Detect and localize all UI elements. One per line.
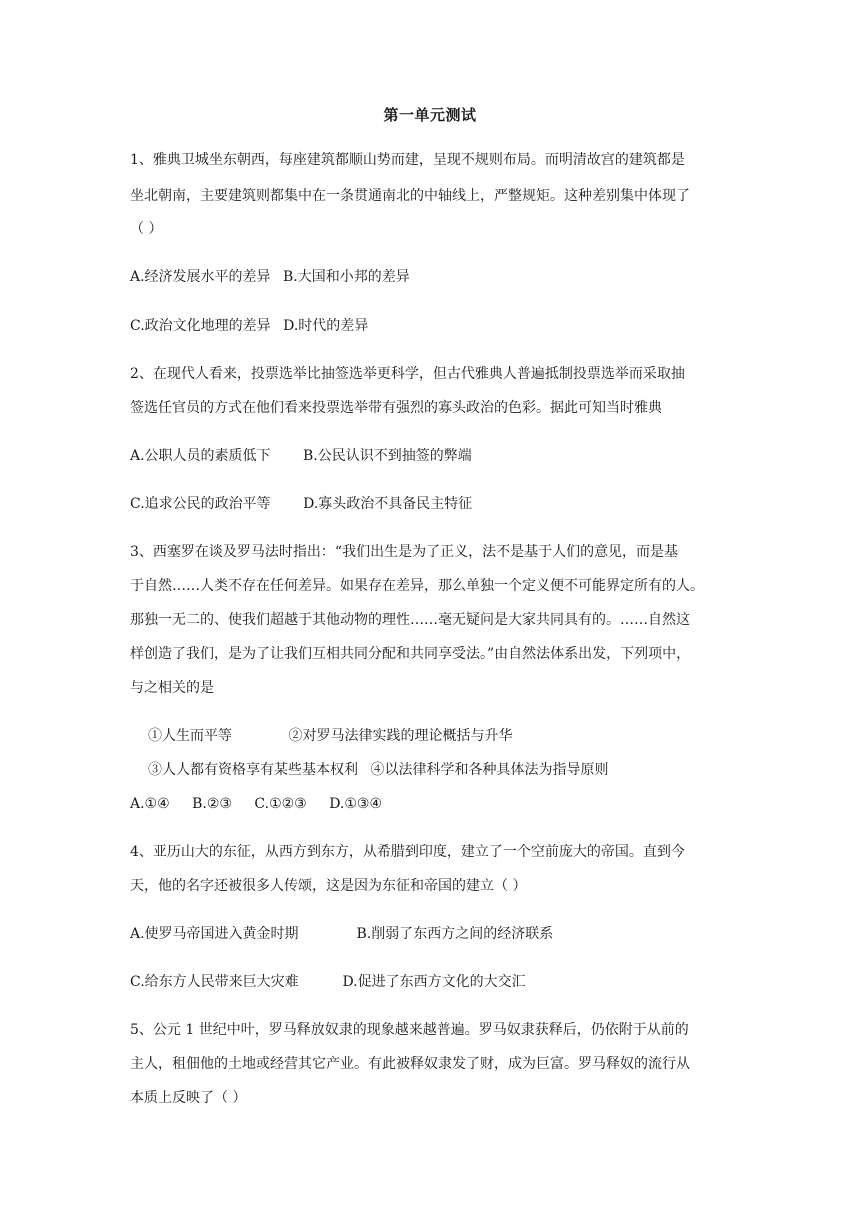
q5-line-2: 主人，租佃他的土地或经营其它产业。有此被释奴隶发了财，成为巨富。罗马释奴的流行从 — [130, 1056, 690, 1072]
q3-items-row-1 — [148, 726, 512, 746]
q1-line-1: 1、雅典卫城坐东朝西，每座建筑都顺山势而建，呈现不规则布局。而明清故宫的建筑都是 — [130, 152, 685, 168]
q3-item-4: ④以法律科学和各种具体法为指导原则 — [370, 762, 609, 778]
q2-line-2: 签选任官员的方式在他们看来投票选举带有强烈的寡头政治的色彩。据此可知当时雅典 — [130, 400, 662, 416]
q2-option-b: B.公民认识不到抽签的弊端 — [303, 448, 472, 464]
q2-option-c: C.追求公民的政治平等 — [130, 496, 271, 512]
q1-option-d: D.时代的差异 — [283, 318, 369, 334]
q4-line-2: 天，他的名字还被很多人传颂，这是因为东征和帝国的建立（ ） — [130, 878, 527, 894]
q3-option-d: D.①③④ — [329, 796, 383, 812]
q2-option-d: D.寡头政治不具备民主特征 — [303, 496, 473, 512]
q2-options-row-1 — [130, 446, 472, 466]
q1-option-a: A.经济发展水平的差异 — [130, 269, 271, 285]
q4-line-1: 4、亚历山大的东征，从西方到东方，从希腊到印度，建立了一个空前庞大的帝国。直到今 — [130, 844, 685, 860]
q3-line-2: 于自然……人类不存在任何差异。如果存在差异，那么单独一个定义便不可能界定所有的人。 — [130, 578, 704, 594]
q4-options-row-2 — [130, 972, 526, 992]
q3-line-5: 与之相关的是 — [130, 680, 214, 696]
q2-options-row-2 — [130, 494, 472, 514]
q3-line-3: 那独一无二的、使我们超越于其他动物的理性……毫无疑问是大家共同具有的。……自然这 — [130, 612, 690, 628]
q3-option-b: B.②③ — [192, 796, 232, 812]
q4-option-b: B.削弱了东西方之间的经济联系 — [356, 926, 554, 942]
q1-option-c: C.政治文化地理的差异 — [130, 318, 271, 334]
q3-line-4: 样创造了我们，是为了让我们互相共同分配和共同享受法。”由自然法体系出发，下列项中， — [130, 646, 691, 662]
q1-line-2: 坐北朝南，主要建筑则都集中在一条贯通南北的中轴线上，严整规矩。这种差别集中体现了 — [130, 188, 690, 204]
q4-options-row-1 — [130, 924, 553, 944]
q3-options-row — [130, 794, 382, 814]
q4-option-a: A.使罗马帝国进入黄金时期 — [130, 926, 299, 942]
q4-option-c: C.给东方人民带来巨大灾难 — [130, 974, 299, 990]
q4-option-d: D.促进了东西方文化的大交汇 — [342, 974, 526, 990]
q1-option-b: B.大国和小邦的差异 — [283, 269, 410, 285]
q5-line-3: 本质上反映了（ ） — [130, 1090, 247, 1106]
q3-option-a: A.①④ — [130, 796, 170, 812]
q5-line-1: 5、公元 1 世纪中叶，罗马释放奴隶的现象越来越普遍。罗马奴隶获释后，仍依附于从前的 — [130, 1022, 689, 1038]
q2-line-1: 2、在现代人看来，投票选举比抽签选举更科学，但古代雅典人普遍抵制投票选举而采取抽 — [130, 366, 685, 382]
q1-options-row-1 — [130, 267, 410, 287]
q3-items-row-2 — [148, 760, 608, 780]
q3-item-2: ②对罗马法律实践的理论概括与升华 — [288, 728, 513, 744]
q3-item-1: ①人生而平等 — [148, 728, 232, 744]
q2-option-a: A.公职人员的素质低下 — [130, 448, 271, 464]
page-title: 第一单元测试 — [383, 106, 477, 124]
q1-options-row-2 — [130, 316, 368, 336]
q3-item-3: ③人人都有资格享有某些基本权利 — [148, 762, 358, 778]
q3-line-1: 3、西塞罗在谈及罗马法时指出：“我们出生是为了正义，法不是基于人们的意见，而是基 — [130, 544, 679, 560]
q3-option-c: C.①②③ — [254, 796, 307, 812]
q1-line-3: （ ） — [130, 221, 163, 237]
